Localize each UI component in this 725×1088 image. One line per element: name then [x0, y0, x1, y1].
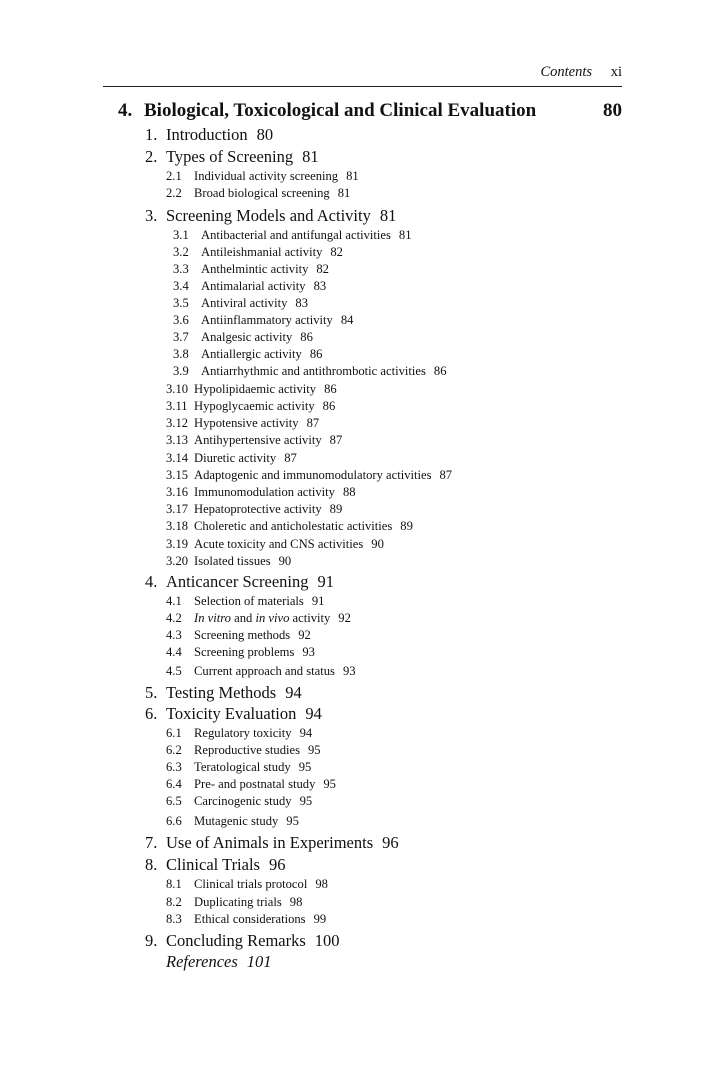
toc-entry-number: 8.3	[166, 912, 182, 926]
toc-entry-page-number: 91	[311, 594, 325, 608]
toc-subsection	[166, 664, 356, 679]
toc-entry-number: 8.	[145, 855, 158, 874]
toc-entry-title: Screening methods	[194, 628, 291, 642]
toc-entry-title: Clinical Trials	[166, 855, 260, 874]
toc-subsection	[166, 594, 324, 609]
toc-entry-number: 2.2	[166, 186, 182, 200]
toc-entry-number: 3.1	[173, 228, 189, 242]
toc-subsection	[166, 628, 311, 643]
toc-subsection	[166, 726, 312, 741]
toc-entry-title: Antibacterial and antifungal activities	[201, 228, 391, 242]
toc-entry-page-number: 94	[305, 704, 322, 723]
toc-entry-title: Isolated tissues	[194, 554, 271, 568]
toc-entry-title: Pre- and postnatal study	[194, 777, 316, 791]
toc-entry-title: Current approach and status	[194, 664, 335, 678]
toc-entry-page-number: 81	[337, 186, 351, 200]
toc-entry-title: Diuretic activity	[194, 451, 277, 465]
toc-entry-page-number: 82	[316, 262, 329, 276]
toc-entry-number: 3.16	[166, 485, 189, 499]
toc-entry-title: Antimalarial activity	[201, 279, 306, 293]
toc-entry-number: 2.1	[166, 169, 182, 183]
toc-entry-page-number: 86	[309, 347, 323, 361]
toc-entry-number: 3.14	[166, 451, 189, 465]
toc-subsection	[166, 645, 315, 660]
toc-entry-title: Antileishmanial activity	[201, 245, 323, 259]
toc-entry-page-number: 86	[433, 364, 447, 378]
toc-entry-title: Testing Methods	[166, 683, 277, 702]
toc-entry-number: 8.2	[166, 895, 182, 909]
toc-entry-page-number: 81	[398, 228, 412, 242]
toc-entry-number: 6.1	[166, 726, 182, 740]
toc-entry-title: Screening Models and Activity	[166, 206, 371, 225]
toc-entry-page-number: 80	[256, 125, 274, 144]
toc-subsection	[166, 382, 337, 397]
toc-entry-page-number: 98	[315, 877, 328, 891]
toc-entry-title: Concluding Remarks	[166, 931, 306, 950]
toc-entry-title: Use of Animals in Experiments	[166, 833, 374, 852]
toc-subsection	[173, 262, 329, 277]
toc-entry-title: Anticancer Screening	[166, 572, 309, 591]
toc-subsection	[166, 502, 342, 517]
toc-subsection	[166, 554, 291, 569]
toc-entry-title: Choleretic and anticholestatic activities	[194, 519, 393, 533]
toc-entry-title: Hypoglycaemic activity	[194, 399, 315, 413]
toc-entry-number: 3.17	[166, 502, 189, 516]
toc-entry-title-part: activity	[289, 611, 331, 625]
toc-entry-page-number: 86	[300, 330, 313, 344]
toc-subsection	[166, 877, 328, 892]
toc-entry-title-part: and	[230, 611, 256, 625]
toc-subsection	[166, 186, 350, 201]
toc-entry-number: 4.	[145, 572, 158, 591]
toc-entry-page-number: 81	[302, 147, 319, 166]
toc-entry-number: 9.	[145, 931, 158, 950]
toc-entry-title: Types of Screening	[166, 147, 294, 166]
toc-entry-number: 3.11	[166, 399, 188, 413]
references-page-number: 101	[246, 952, 272, 971]
chapter-heading	[118, 100, 622, 122]
toc-entry-number: 3.4	[173, 279, 189, 293]
toc-entry-page-number: 96	[268, 855, 286, 874]
toc-entry-number: 6.4	[166, 777, 182, 791]
toc-subsection	[166, 451, 297, 466]
toc-entry-title: Hypolipidaemic activity	[194, 382, 317, 396]
toc-entry-title: Hypotensive activity	[194, 416, 299, 430]
toc-section	[145, 125, 273, 145]
toc-entry-title: Antihypertensive activity	[194, 433, 322, 447]
toc-entry-page-number: 84	[340, 313, 354, 327]
toc-entry-number: 6.3	[166, 760, 182, 774]
toc-section	[145, 833, 399, 853]
toc-subsection	[166, 169, 359, 184]
toc-entry-page-number: 98	[289, 895, 303, 909]
toc-subsection	[166, 912, 326, 927]
chapter-page-number: 80	[603, 100, 622, 121]
toc-entry-page-number: 81	[346, 169, 359, 183]
toc-entry-title: Reproductive studies	[194, 743, 300, 757]
toc-entry-number: 3.10	[166, 382, 189, 396]
toc-subsection	[166, 814, 299, 829]
toc-entry-number: 3.7	[173, 330, 189, 344]
running-header-page-number: xi	[610, 64, 622, 80]
toc-entry-number: 6.6	[166, 814, 182, 828]
toc-entry-title: Anthelmintic activity	[201, 262, 309, 276]
toc-subsection	[166, 777, 336, 792]
toc-subsection	[166, 433, 342, 448]
toc-entry-number: 4.5	[166, 664, 182, 678]
toc-section	[145, 147, 319, 167]
toc-entry-title: Duplicating trials	[194, 895, 282, 909]
toc-entry-page-number: 92	[298, 628, 311, 642]
toc-entry-page-number: 86	[322, 399, 336, 413]
toc-entry-page-number: 83	[313, 279, 327, 293]
toc-subsection	[166, 416, 319, 431]
toc-entry-number: 6.5	[166, 794, 182, 808]
toc-entry-page-number: 94	[285, 683, 302, 702]
toc-entry-number: 6.	[145, 704, 158, 723]
toc-subsection	[166, 895, 302, 910]
toc-entry-title: Acute toxicity and CNS activities	[194, 537, 364, 551]
toc-entry-page-number: 100	[314, 931, 340, 950]
toc-section	[145, 683, 302, 703]
toc-entry-page-number: 83	[295, 296, 308, 310]
toc-subsection	[166, 468, 452, 483]
toc-entry-title: Mutagenic study	[194, 814, 279, 828]
toc-entry-title: Antiviral activity	[201, 296, 288, 310]
toc-section	[145, 855, 285, 875]
toc-entry-page-number: 87	[306, 416, 320, 430]
toc-entry-number: 3.2	[173, 245, 189, 259]
toc-entry-title: Regulatory toxicity	[194, 726, 292, 740]
toc-entry-page-number: 91	[317, 572, 334, 591]
toc-entry-title: Carcinogenic study	[194, 794, 292, 808]
toc-entry-number: 3.9	[173, 364, 189, 378]
toc-entry-title: Antiinflammatory activity	[201, 313, 333, 327]
references-label: References	[166, 952, 238, 971]
toc-subsection	[166, 399, 335, 414]
toc-entry-title-part: in vivo	[255, 611, 290, 625]
toc-subsection	[173, 313, 353, 328]
toc-entry-title: Antiallergic activity	[201, 347, 302, 361]
toc-entry-title: Immunomodulation activity	[194, 485, 335, 499]
toc-entry-number: 3.3	[173, 262, 189, 276]
toc-entry-page-number: 86	[324, 382, 337, 396]
toc-entry-title: Antiarrhythmic and antithrombotic activities	[201, 364, 426, 378]
toc-entry-page-number: 95	[298, 760, 312, 774]
toc-subsection	[173, 364, 446, 379]
toc-subsection	[166, 794, 312, 809]
toc-entry-number: 8.1	[166, 877, 182, 891]
toc-entry-title: Introduction	[166, 125, 248, 144]
toc-subsection	[166, 485, 356, 500]
toc-entry-page-number: 94	[299, 726, 313, 740]
toc-entry-page-number: 96	[382, 833, 399, 852]
toc-entry-number: 3.12	[166, 416, 189, 430]
toc-entry-page-number: 81	[379, 206, 397, 225]
toc-entry-page-number: 95	[286, 814, 299, 828]
toc-entry-title: Adaptogenic and immunomodulatory activities	[194, 468, 432, 482]
chapter-title: Biological, Toxicological and Clinical Evaluation	[144, 100, 537, 121]
toc-section	[145, 704, 322, 724]
toc-entry-number: 4.4	[166, 645, 182, 659]
toc-entry-title: Individual activity screening	[194, 169, 339, 183]
toc-entry-page-number: 88	[342, 485, 356, 499]
toc-entry-page-number: 82	[330, 245, 343, 259]
toc-entry-page-number: 87	[439, 468, 453, 482]
toc-subsection	[166, 519, 413, 534]
toc-entry-title: Toxicity Evaluation	[166, 704, 297, 723]
toc-entry-number: 5.	[145, 683, 158, 702]
toc-section	[145, 931, 340, 951]
toc-entry-number: 3.18	[166, 519, 189, 533]
toc-entry-page-number: 93	[302, 645, 315, 659]
toc-entry-page-number: 87	[329, 433, 343, 447]
toc-entry-title: Screening problems	[194, 645, 295, 659]
toc-subsection	[173, 228, 411, 243]
toc-entry-page-number: 95	[307, 743, 321, 757]
toc-entry-title: Teratological study	[194, 760, 291, 774]
toc-entry-page-number: 87	[284, 451, 297, 465]
toc-subsection	[173, 330, 313, 345]
toc-entry-title: Broad biological screening	[194, 186, 330, 200]
toc-subsection	[173, 347, 322, 362]
toc-section	[145, 206, 396, 226]
toc-entry-number: 3.15	[166, 468, 189, 482]
running-header-title: Contents	[540, 64, 592, 80]
toc-subsection	[166, 537, 384, 552]
toc-subsection	[166, 760, 311, 775]
toc-entry-number: 3.6	[173, 313, 189, 327]
toc-entry-page-number: 93	[342, 664, 356, 678]
toc-entry-number: 2.	[145, 147, 158, 166]
references-entry	[166, 952, 272, 972]
toc-entry-title: Clinical trials protocol	[194, 877, 308, 891]
toc-subsection	[166, 611, 351, 626]
toc-entry-number: 6.2	[166, 743, 182, 757]
toc-entry-title: Selection of materials	[194, 594, 304, 608]
toc-entry-number: 1.	[145, 125, 158, 144]
toc-entry-page-number: 90	[371, 537, 384, 551]
toc-entry-number: 7.	[145, 833, 158, 852]
toc-entry-page-number: 99	[313, 912, 327, 926]
toc-entry-page-number: 90	[278, 554, 292, 568]
toc-entry-number: 3.13	[166, 433, 189, 447]
running-header	[103, 62, 622, 87]
toc-subsection	[166, 743, 321, 758]
toc-entry-number: 4.2	[166, 611, 182, 625]
toc-subsection	[173, 245, 343, 260]
toc-entry-page-number: 95	[299, 794, 313, 808]
toc-entry-title: Ethical considerations	[194, 912, 306, 926]
toc-entry-page-number: 89	[400, 519, 413, 533]
toc-subsection	[173, 296, 308, 311]
toc-entry-number: 3.5	[173, 296, 189, 310]
toc-entry-number: 4.1	[166, 594, 182, 608]
toc-entry-title: Hepatoprotective activity	[194, 502, 322, 516]
toc-entry-number: 3.8	[173, 347, 189, 361]
toc-section	[145, 572, 334, 592]
toc-entry-number: 3.19	[166, 537, 189, 551]
toc-entry-number: 4.3	[166, 628, 182, 642]
toc-entry-title-part: In vitro	[194, 611, 231, 625]
chapter-number: 4.	[118, 100, 133, 121]
toc-entry-page-number: 95	[323, 777, 336, 791]
toc-entry-title: Analgesic activity	[201, 330, 293, 344]
toc-entry-page-number: 92	[338, 611, 351, 625]
toc-entry-page-number: 89	[329, 502, 343, 516]
toc-subsection	[173, 279, 326, 294]
toc-entry-number: 3.	[145, 206, 158, 225]
toc-entry-number: 3.20	[166, 554, 189, 568]
